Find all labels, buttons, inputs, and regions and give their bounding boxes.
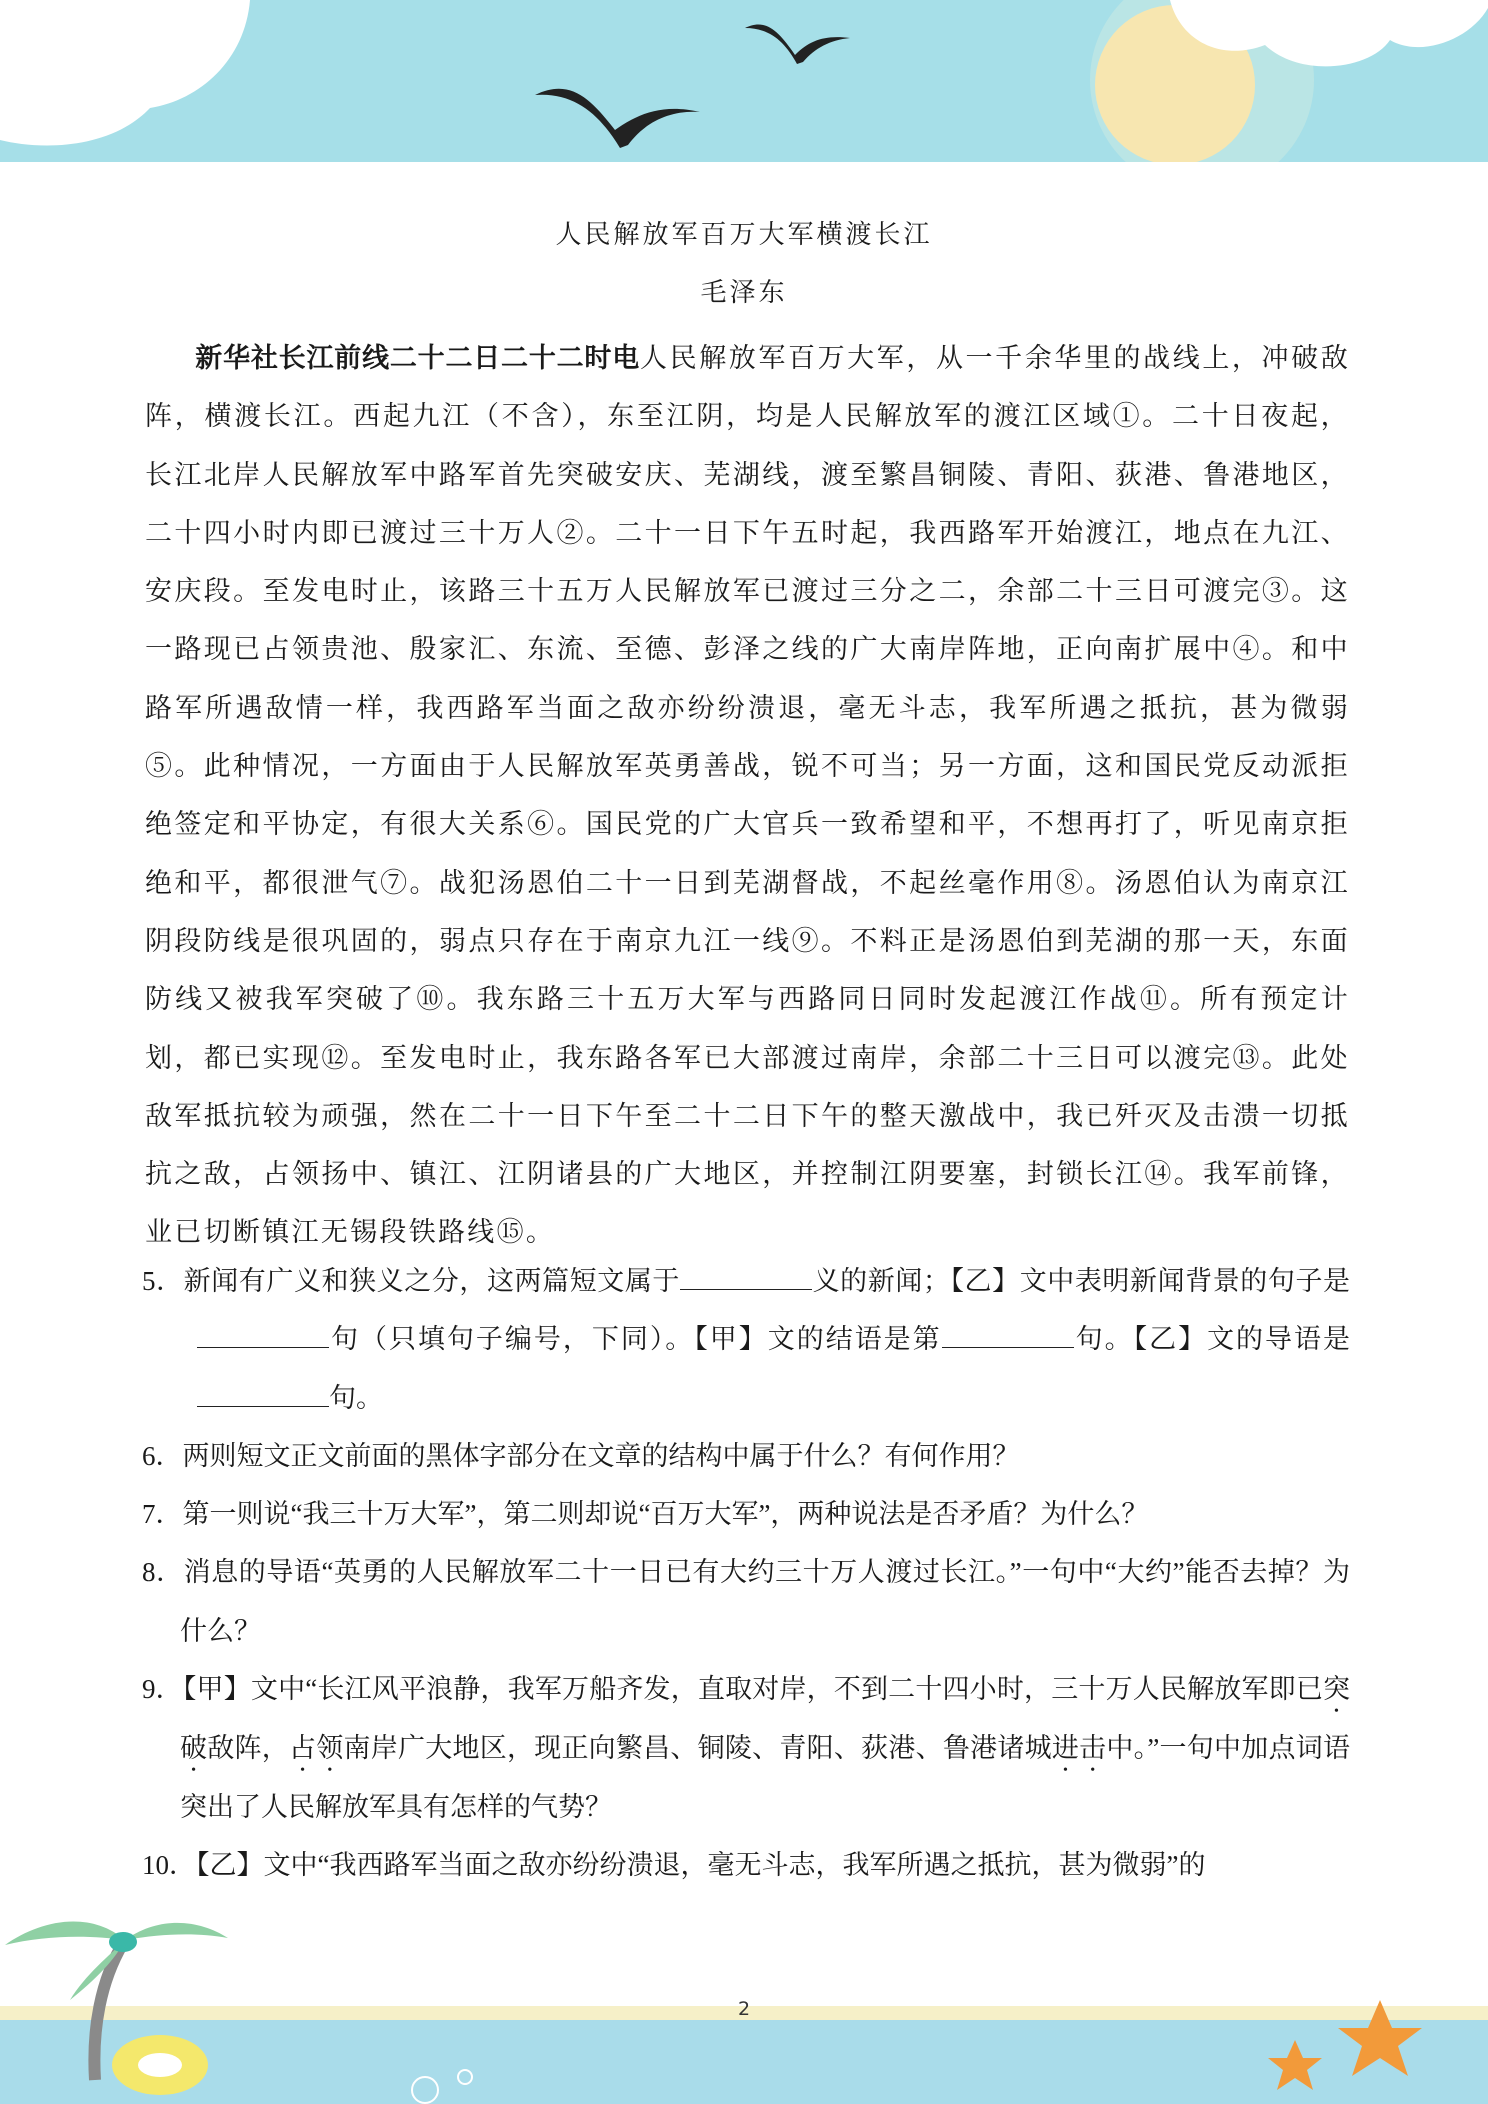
question-text: 句。 — [329, 1382, 383, 1413]
question-number: 9． — [142, 1674, 183, 1705]
sea-band — [0, 2020, 1488, 2104]
question-10 — [142, 1836, 1350, 1894]
emphasized-word: 进击 — [1051, 1733, 1107, 1764]
emphasized-word: 突破 — [180, 1674, 1351, 1764]
header-banner — [0, 0, 1488, 170]
question-8 — [142, 1543, 1350, 1660]
page-number: 2 — [737, 1998, 751, 2020]
question-text: 新闻有广义和狭义之分，这两篇短文属于 — [183, 1266, 681, 1296]
article-title: 人民解放军百万大军横渡长江 — [555, 220, 933, 250]
question-text: 句（只填句子编号，下同）。【甲】文的结语是第 — [329, 1324, 942, 1355]
question-text: 句。【乙】文的导语是 — [1073, 1324, 1351, 1355]
question-5 — [142, 1252, 1350, 1427]
question-text: 南岸广大地区，现正向繁昌、铜陵、青阳、荻港、鲁港诸城 — [343, 1733, 1052, 1764]
answer-blank[interactable] — [680, 1267, 812, 1290]
question-text: 【乙】文中“我西路军当面之敌亦纷纷溃退，毫无斗志，我军所遇之抵抗，甚为微弱”的 — [196, 1850, 1206, 1881]
question-list — [142, 1252, 1350, 1895]
article-body-text: 人民解放军百万大军，从一千余华里的战线上，冲破敌阵，横渡长江。西起九江（不含），东至江阴，均是人民解放军的渡江区域①。二十日夜起，长江北岸人民解放军中路军首先突破安庆、芜湖线，渡至繁昌铜陵、青阳、荻港、鲁港地区，二十四小时内即已渡过三十万人②。二十一日下午五时起，我西路军开始渡江，地点在九江、安庆段。至发电时止，该路三十五万人民解放军已渡过三分之二，余部二十三日可渡完③。这一路现已占领贵池、殷家汇、东流、至德、彭泽之线的广大南岸阵地，正向南扩展中④。和中路军所遇敌情一样，我西路军当面之敌亦纷纷溃退，毫无斗志，我军所遇之抵抗，甚为微弱⑤。此种情况，一方面由于人民解放军英勇善战，锐不可当；另一方面，这和国民党反动派拒绝签定和平协定，有很大关系⑥。国民党的广大官兵一致希望和平，不想再打了，听见南京拒绝和平，都很泄气⑦。战犯汤恩伯二十一日到芜湖督战，不起丝毫作用⑧。汤恩伯认为南京江阴段防线是很巩固的，弱点只存在于南京九江一线⑨。不料正是汤恩伯到芜湖的那一天，东面防线又被我军突破了⑩。我东路三十五万大军与西路同日同时发起渡江作战⑪。所有预定计划，都已实现⑫。至发电时止，我东路各军已大部渡过南岸，余部二十三日可以渡完⑬。此处敌军抵抗较为顽强，然在二十一日下午至二十二日下午的整天激战中，我已歼灭及击溃一切抵抗之敌，占领扬中、镇江、江阴诸县的广大地区，并控制江阴要塞，封锁长江⑭。我军前锋，业已切断镇江无锡段铁路线⑮。 — [145, 343, 1350, 1249]
answer-blank[interactable] — [197, 1325, 329, 1348]
question-7 — [142, 1485, 1350, 1543]
question-text: 义的新闻；【乙】文中表明新闻背景的句子是 — [812, 1266, 1351, 1296]
question-text: 两则短文正文前面的黑体字部分在文章的结构中属于什么？有何作用？ — [182, 1440, 1020, 1471]
question-text: 敌阵， — [207, 1733, 289, 1764]
question-6 — [142, 1427, 1350, 1485]
dateline-lead: 新华社长江前线二十二日二十二时电 — [195, 343, 641, 374]
question-number: 5． — [142, 1266, 184, 1296]
answer-blank[interactable] — [197, 1384, 329, 1407]
article-author: 毛泽东 — [700, 278, 788, 308]
question-number: 7． — [142, 1499, 183, 1530]
question-number: 8． — [142, 1557, 184, 1588]
question-number: 6． — [142, 1440, 183, 1471]
palm-leaf-icon — [125, 1923, 228, 1940]
palm-leaf-icon — [5, 1921, 125, 1945]
question-text: 【甲】文中“长江风平浪静，我军万船齐发，直取对岸，不到二十四小时，三十万人民解放军即已 — [182, 1674, 1324, 1705]
emphasized-word: 占领 — [288, 1733, 344, 1764]
question-text: 消息的导语“英勇的人民解放军二十一日已有大约三十万人渡过长江。”一句中“大约”能否去掉？为什么？ — [180, 1557, 1351, 1646]
question-number: 10． — [142, 1850, 196, 1881]
question-text: 第一则说“我三十万大军”，第二则却说“百万大军”，两种说法是否矛盾？为什么？ — [182, 1499, 1149, 1530]
answer-blank[interactable] — [942, 1325, 1074, 1348]
coconut-icon — [109, 1932, 137, 1952]
article-body-paragraph — [145, 330, 1350, 1263]
question-text: 中。”一句中加点词语突出了人民解放军具有怎样的气势？ — [180, 1733, 1351, 1823]
question-9 — [142, 1660, 1350, 1836]
